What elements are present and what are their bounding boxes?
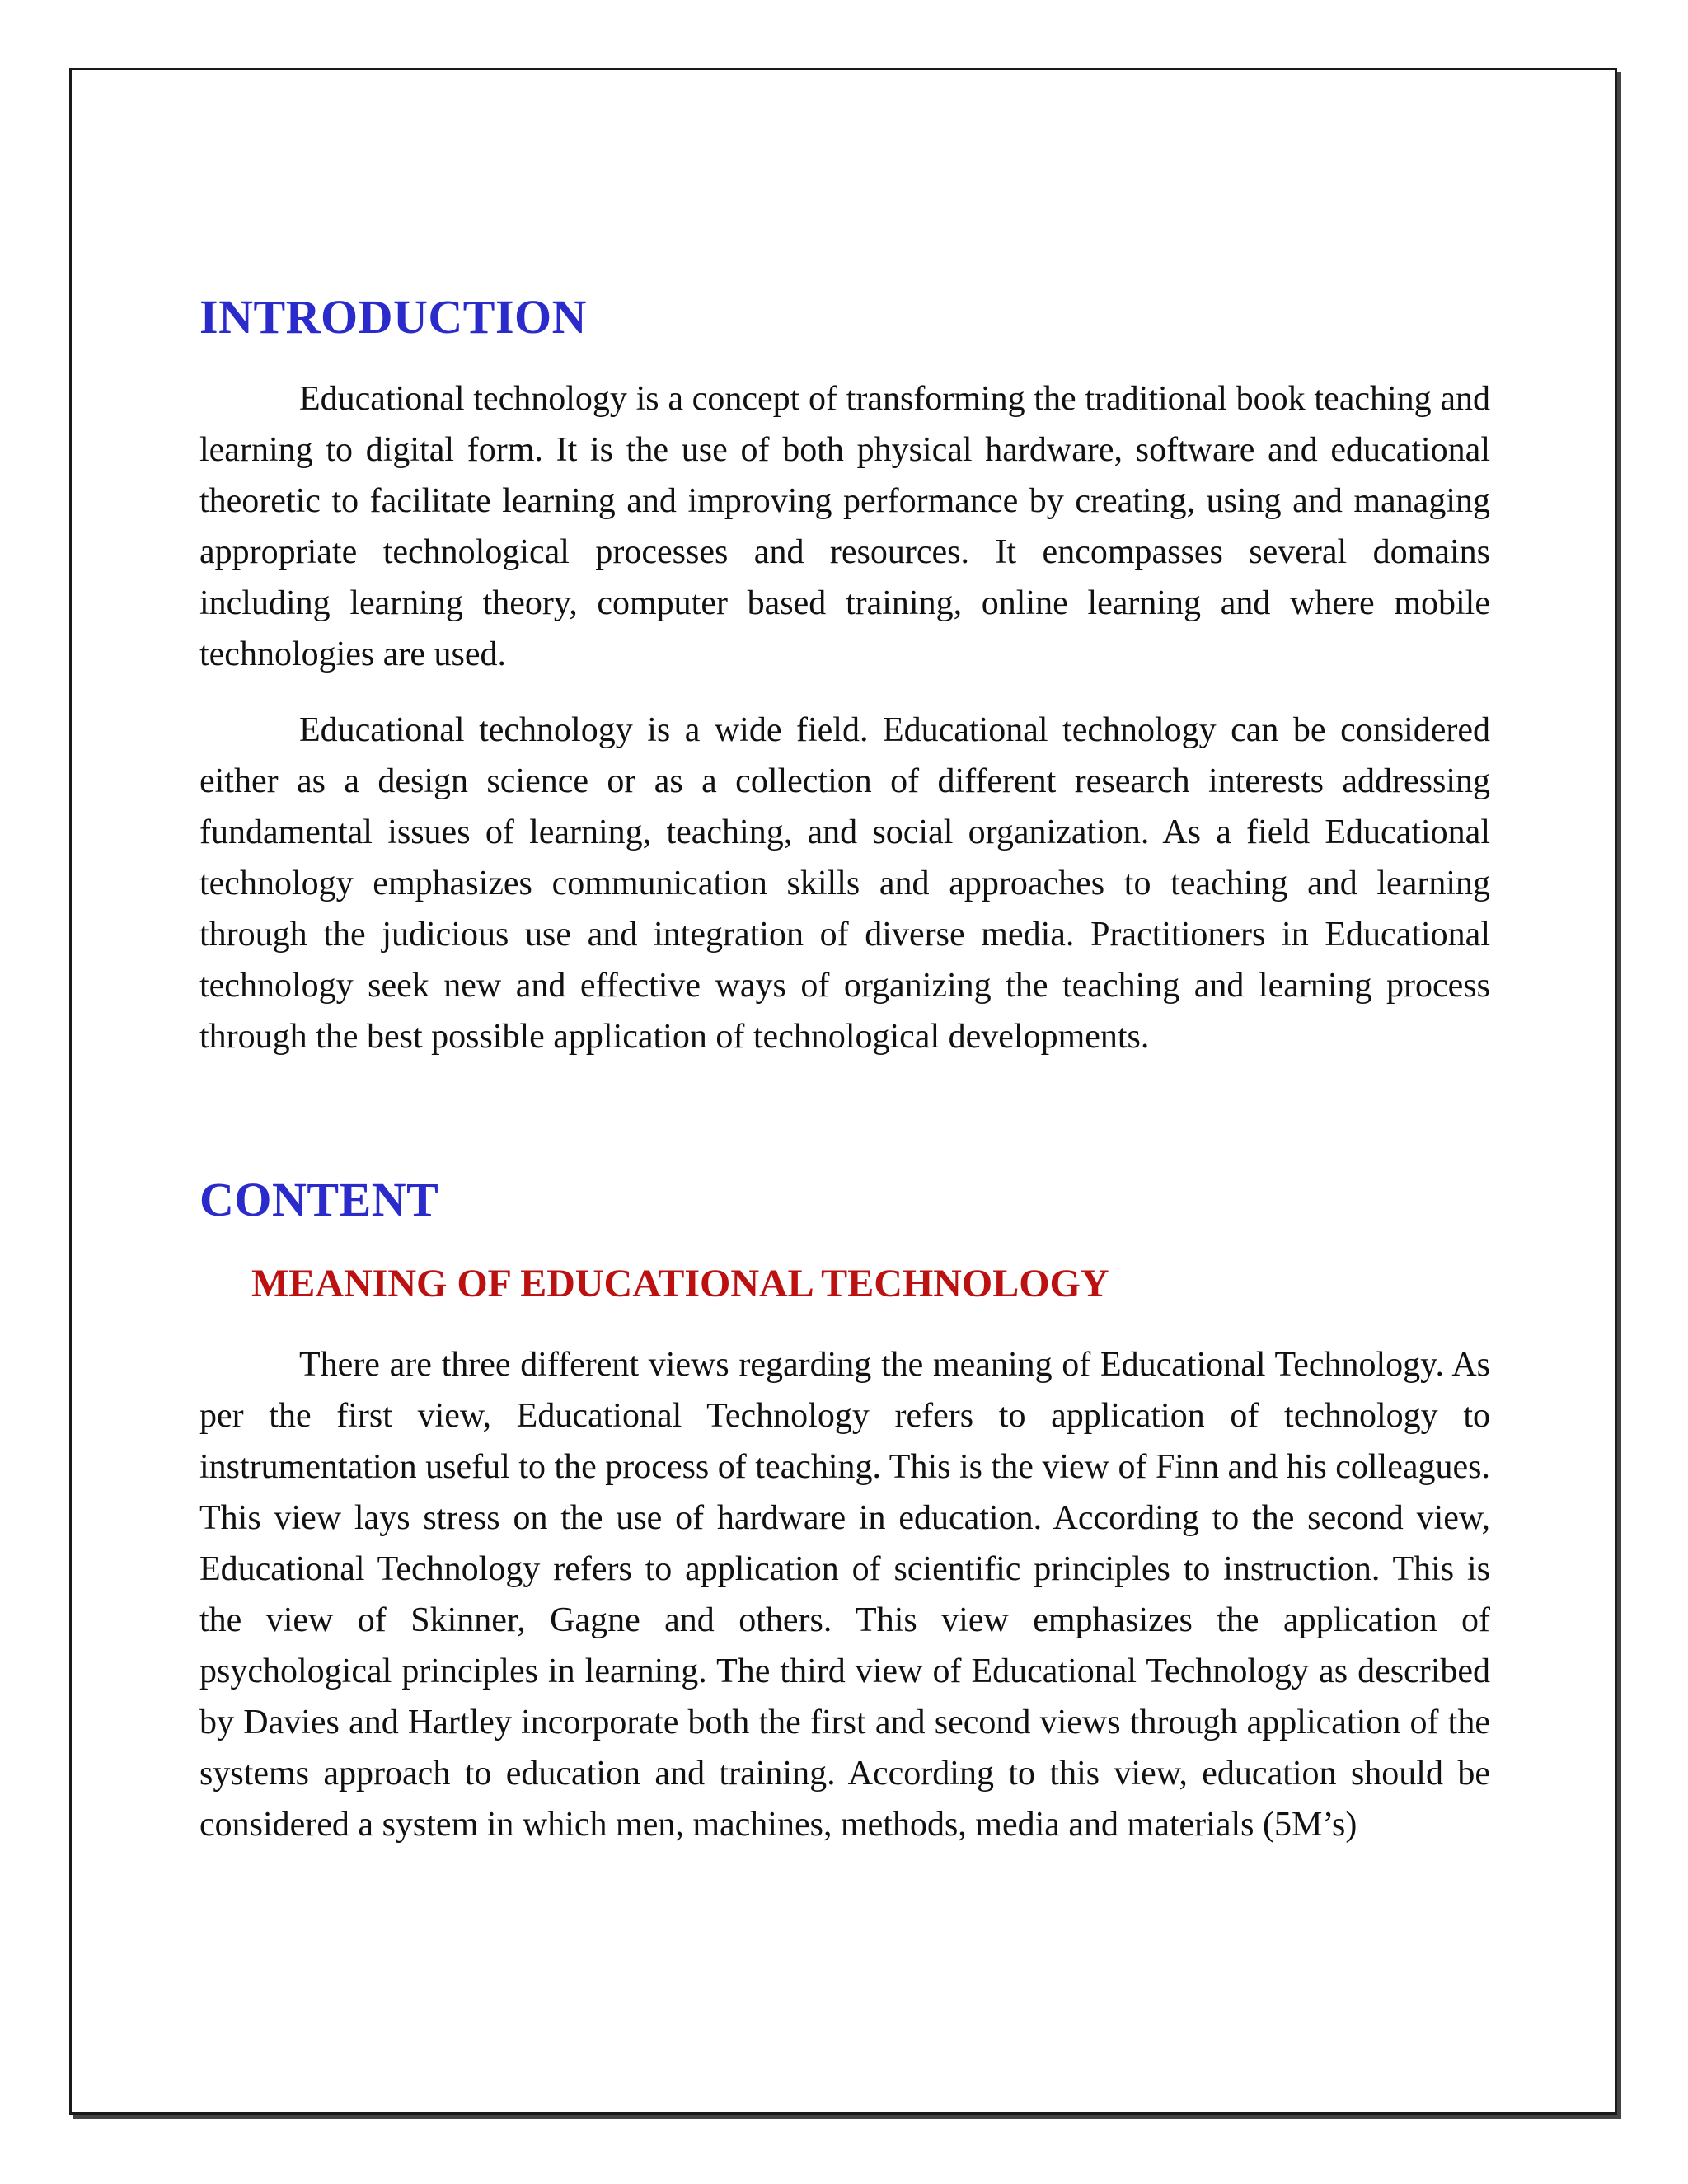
content-heading: CONTENT (199, 1172, 439, 1226)
introduction-paragraph-2: Educational technology is a wide field. Educational technology can be considered either as a design science or as a collection of different research interests addressing fundamental issues of learning, teaching, and social organization. As a field Educational technology emphasizes communication skills and approaches to teaching and learning through the judicious use and integration of diverse media. Practitioners in Educational technology seek new and effective ways of organizing the teaching and learning process through the best possible application of technological developments. (199, 710, 1490, 1056)
document-body (199, 290, 1490, 1850)
introduction-heading: INTRODUCTION (199, 290, 588, 344)
meaning-paragraph: There are three different views regarding the meaning of Educational Technology. As per the first view, Educational Technology refers to application of technology to instrumentation useful to the process of teaching. This is the view of Finn and his colleagues. This view lays stress on the use of hardware in education. According to the second view, Educational Technology refers to application of scientific principles to instruction. This is the view of Skinner, Gagne and others. This view emphasizes the application of psychological principles in learning. The third view of Educational Technology as described by Davies and Hartley incorporate both the first and second views through application of the systems approach to education and training. According to this view, education should be considered a system in which men, machines, methods, media and materials (5M’s) (199, 1345, 1490, 1844)
meaning-subheading: MEANING OF EDUCATIONAL TECHNOLOGY (251, 1262, 1109, 1306)
introduction-paragraph-1: Educational technology is a concept of transforming the traditional book teaching and learning to digital form. It is the use of both physical hardware, software and educational theoretic to facilitate learning and improving performance by creating, using and managing appropriate technological processes and resources. It encompasses several domains including learning theory, computer based training, online learning and where mobile technologies are used. (199, 379, 1490, 673)
